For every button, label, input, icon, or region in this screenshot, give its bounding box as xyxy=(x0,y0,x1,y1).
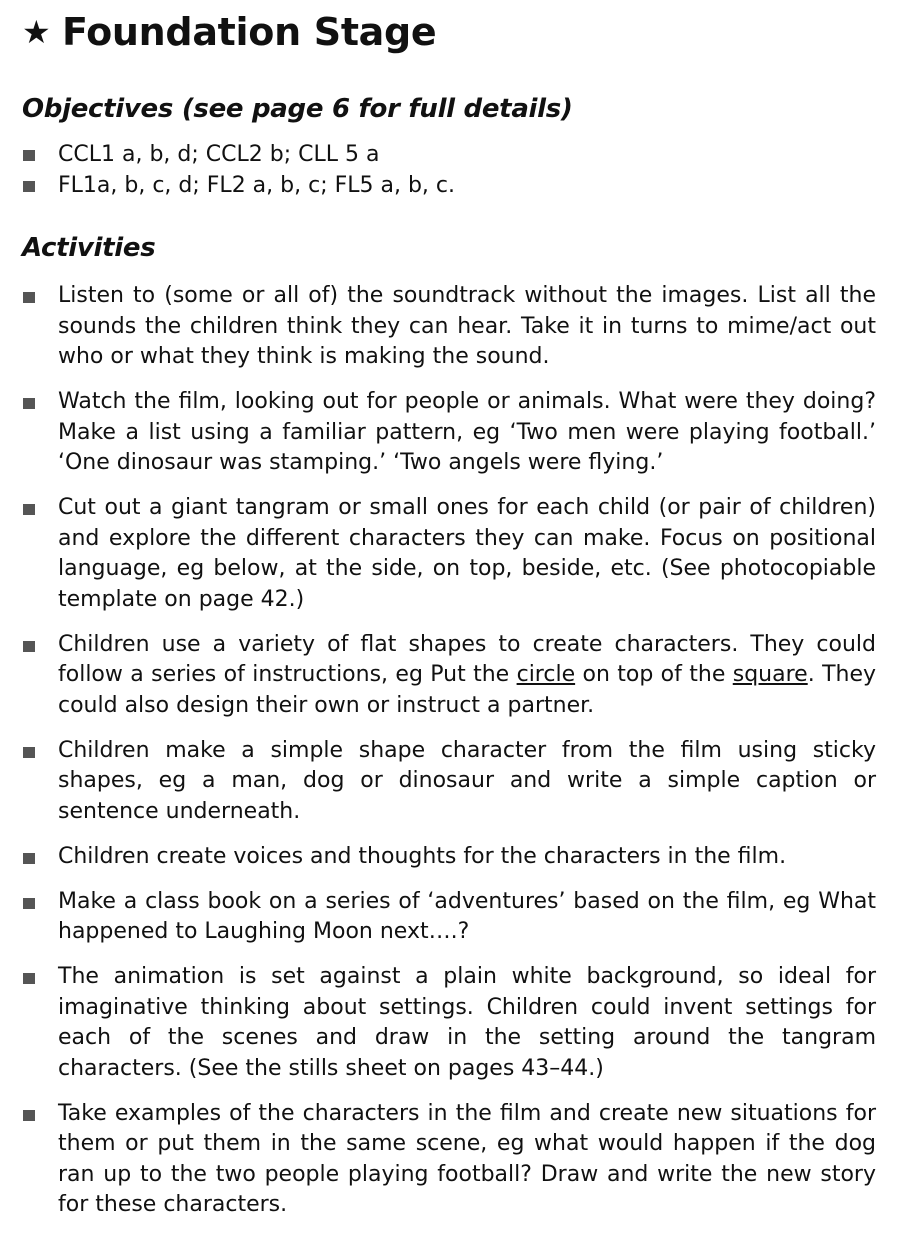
activity-text: Children create voices and thoughts for the characters in the film. xyxy=(58,843,787,869)
activity-item xyxy=(22,281,876,373)
activity-item xyxy=(22,842,876,873)
activity-text: The animation is set against a plain white background, so ideal for imaginative thinking about settings. Children could invent settings for each of the scenes and draw in the setting around the tangram characters. (See the stills sheet on pages 43–44.) xyxy=(58,964,876,1081)
activity-item xyxy=(22,962,876,1084)
activity-text: Listen to (some or all of) the soundtrack without the images. List all the sounds the children think they can hear. Take it in turns to mime/act out who or what they think is making the sound. xyxy=(58,283,876,369)
activity-item xyxy=(22,630,876,722)
objective-item xyxy=(22,170,876,201)
activity-item xyxy=(22,1099,876,1221)
page-title-text: Foundation Stage xyxy=(62,10,437,54)
activity-text: Cut out a giant tangram or small ones for each child (or pair of children) and explore the different characters they can make. Focus on positional language, eg below, at the side, on top, beside, etc. (See photocopiable template on page 42.) xyxy=(58,495,876,612)
activity-item xyxy=(22,387,876,479)
square-bullet-icon xyxy=(23,504,35,515)
objectives-list xyxy=(22,139,876,201)
objective-item xyxy=(22,139,876,170)
objective-text: FL1a, b, c, d; FL2 a, b, c; FL5 a, b, c. xyxy=(58,173,456,198)
activity-item xyxy=(22,736,876,828)
activity-text: Watch the film, looking out for people or animals. What were they doing? Make a list using a familiar pattern, eg ‘Two men were playing football.’ ‘One dinosaur was stamping.’ ‘Two angels were flying.’ xyxy=(58,389,876,475)
square-bullet-icon xyxy=(23,150,35,161)
page-title xyxy=(22,8,876,56)
square-bullet-icon xyxy=(23,641,35,652)
activity-item xyxy=(22,493,876,615)
square-bullet-icon xyxy=(23,898,35,909)
square-bullet-icon xyxy=(23,853,35,864)
activity-text-part: Children use a variety of flat shapes to create characters. They could follow a series of instructions, eg Put the xyxy=(58,631,876,687)
square-bullet-icon xyxy=(23,292,35,303)
square-bullet-icon xyxy=(23,398,35,409)
star-icon: ★ xyxy=(22,13,51,51)
activity-text: Make a class book on a series of ‘adventures’ based on the film, eg What happened to Laughing Moon next….? xyxy=(58,888,876,944)
underlined-word-square: square xyxy=(732,662,808,687)
activity-item xyxy=(22,887,876,948)
activity-text-part: . They could also design their own or instruct a partner. xyxy=(58,662,877,718)
activities-list xyxy=(22,281,876,1221)
activities-heading: Activities xyxy=(22,233,156,263)
square-bullet-icon xyxy=(23,747,35,758)
activity-text xyxy=(58,632,876,718)
activity-text-part: on top of the xyxy=(575,662,733,687)
underlined-word-circle: circle xyxy=(516,662,576,687)
square-bullet-icon xyxy=(23,181,35,192)
objectives-heading: Objectives (see page 6 for full details) xyxy=(22,94,573,124)
square-bullet-icon xyxy=(23,973,35,984)
square-bullet-icon xyxy=(23,1110,35,1121)
activity-text: Children make a simple shape character from the film using sticky shapes, eg a man, dog or dinosaur and write a simple caption or sentence underneath. xyxy=(58,737,876,824)
objective-text: CCL1 a, b, d; CCL2 b; CLL 5 a xyxy=(58,142,380,167)
activity-text: Take examples of the characters in the film and create new situations for them or put them in the same scene, eg what would happen if the dog ran up to the two people playing football? Draw and write the new story for these characters. xyxy=(58,1100,876,1217)
